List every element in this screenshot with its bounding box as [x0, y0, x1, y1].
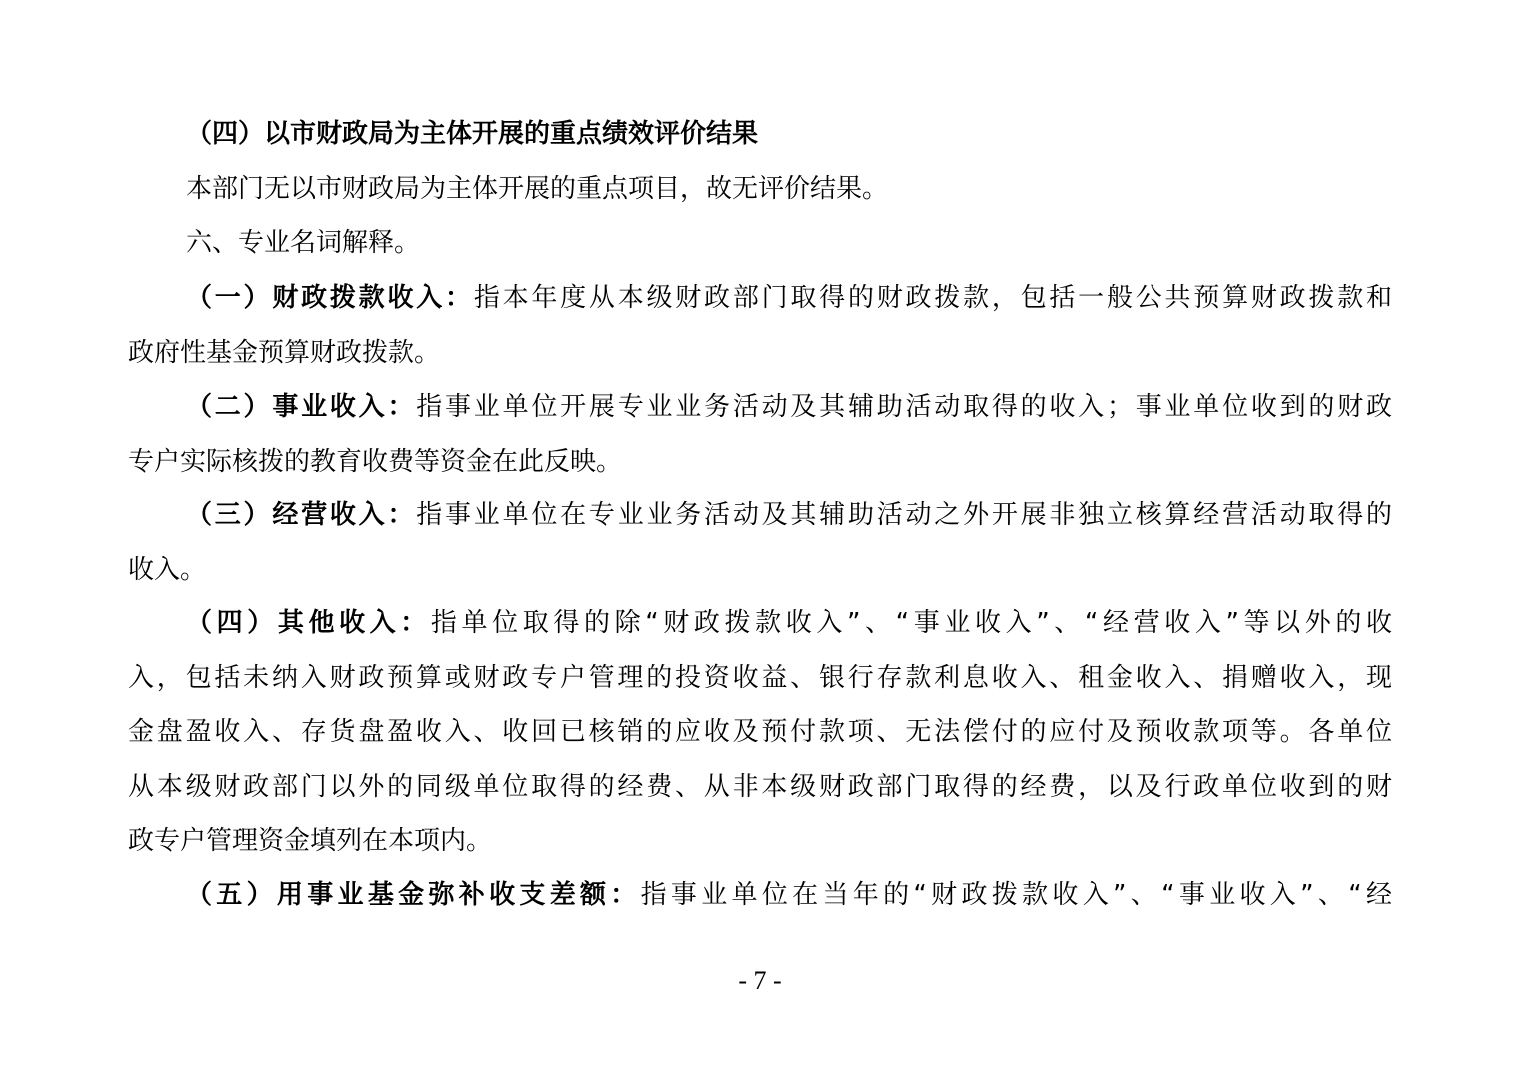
term-continuation: 收入。: [128, 555, 207, 585]
section-text-performance-results: 本部门无以市财政局为主体开展的重点项目，故无评价结果。: [186, 174, 889, 204]
term-paragraph: [186, 608, 1392, 638]
term-label: （三）经营收入：: [186, 500, 417, 530]
term-definition: 指事业单位在专业业务活动及其辅助活动之外开展非独立核算经营活动取得的: [416, 500, 1392, 530]
term-continuation: 金盘盈收入、存货盘盈收入、收回已核销的应收及预付款项、无法偿付的应付及预收款项等。各单位: [128, 717, 1392, 747]
term-paragraph: [186, 283, 1392, 313]
term-label: （四）其他收入：: [186, 608, 431, 638]
term-label: （一）财政拨款收入：: [186, 283, 474, 313]
term-continuation: 政专户管理资金填列在本项内。: [128, 826, 493, 856]
term-continuation: 入，包括未纳入财政预算或财政专户管理的投资收益、银行存款利息收入、租金收入、捐赠收入，现: [128, 663, 1392, 693]
term-label: （五）用事业基金弥补收支差额：: [186, 880, 641, 910]
term-continuation: 政府性基金预算财政拨款。: [128, 338, 441, 368]
section-heading-performance-results: （四）以市财政局为主体开展的重点绩效评价结果: [186, 119, 759, 149]
term-paragraph: [186, 500, 1392, 530]
page-number: - 7 -: [738, 966, 782, 995]
term-label: （二）事业收入：: [186, 392, 417, 422]
term-continuation: 专户实际核拨的教育收费等资金在此反映。: [128, 447, 623, 477]
term-definition: 指本年度从本级财政部门取得的财政拨款，包括一般公共预算财政拨款和: [473, 283, 1392, 313]
term-continuation: 从本级财政部门以外的同级单位取得的经费、从非本级财政部门取得的经费，以及行政单位收到的财: [128, 772, 1392, 802]
term-paragraph: [186, 392, 1392, 422]
section-heading-glossary: 六、专业名词解释。: [186, 228, 421, 258]
term-definition: 指事业单位在当年的“财政拨款收入”、“事业收入”、“经: [640, 880, 1392, 910]
term-definition: 指事业单位开展专业业务活动及其辅助活动取得的收入；事业单位收到的财政: [416, 392, 1392, 422]
term-paragraph: [186, 880, 1392, 910]
term-definition: 指单位取得的除“财政拨款收入”、“事业收入”、“经营收入”等以外的收: [430, 608, 1392, 638]
